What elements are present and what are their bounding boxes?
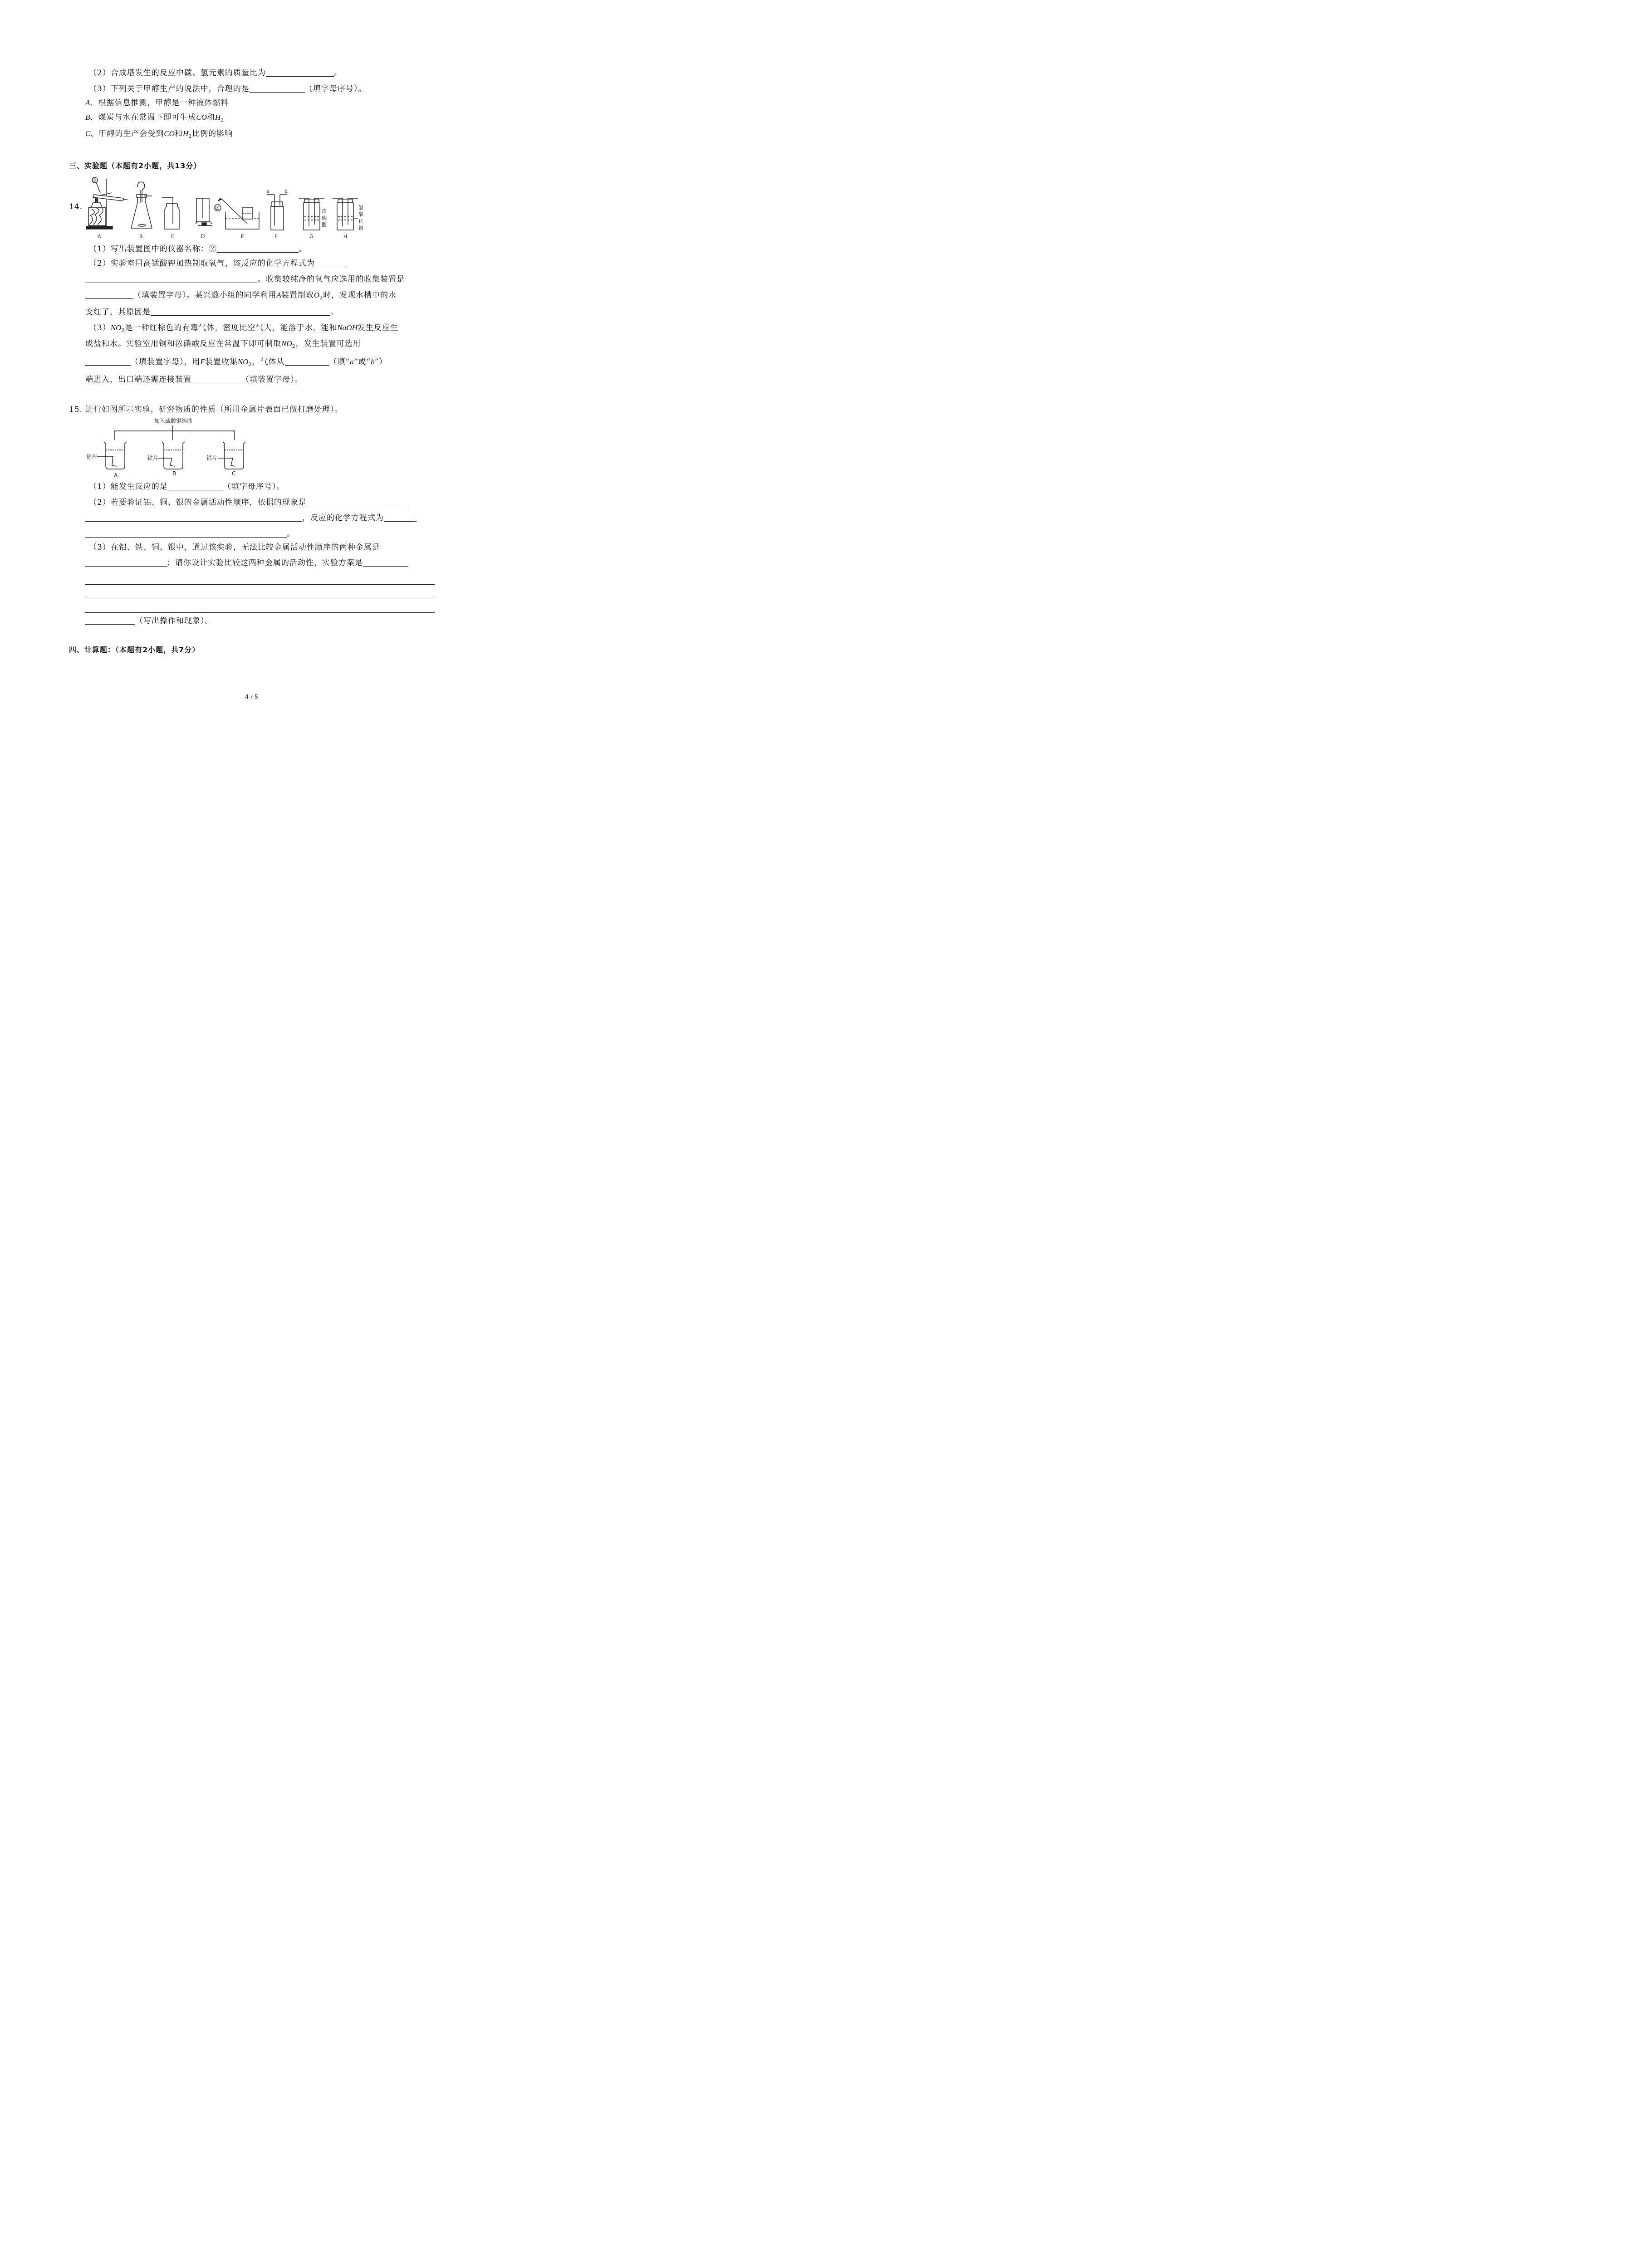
answer-blank[interactable] xyxy=(151,307,330,316)
answer-line[interactable] xyxy=(85,584,435,585)
answer-blank[interactable] xyxy=(307,498,408,506)
q15-beaker-figure xyxy=(84,416,252,480)
q14-part3-line3: （填装置字母），用F装置收集$NO_2$，气体从 （填“a“或“b”） xyxy=(85,357,387,367)
label-b: B xyxy=(139,234,143,240)
q15-part3: （3）在铝、铁、铜、银中，通过该实验，无法比较金属活动性顺序的两种金属是 xyxy=(89,543,380,552)
q15-part2-line3: 。 xyxy=(85,529,295,539)
apparatus-f xyxy=(267,195,287,230)
answer-blank[interactable] xyxy=(85,529,287,538)
g-reagent-2: 硫 xyxy=(322,215,327,221)
section-4-title: 四、计算题：（本题有2小题，共7分） xyxy=(69,645,200,654)
answer-blank[interactable] xyxy=(85,558,167,567)
answer-blank[interactable] xyxy=(168,482,223,490)
metal-a: 铝片 xyxy=(86,453,98,459)
answer-blank[interactable] xyxy=(266,68,334,77)
q15-part1: （1）能发生反应的是 （填字母序号）。 xyxy=(89,482,285,491)
exam-page xyxy=(0,0,503,711)
answer-line[interactable] xyxy=(85,612,435,613)
q14-part3-line4: 端进入，出口端还需连接装置 （填装置字母）。 xyxy=(85,375,303,384)
g-reagent-1: 浓 xyxy=(322,208,327,214)
h-reagent-2: 氧 xyxy=(358,211,363,217)
answer-blank[interactable] xyxy=(85,290,133,299)
q15-part3-last: （写出操作和现象）。 xyxy=(85,616,213,626)
beaker-label-a: A xyxy=(114,472,118,479)
answer-blank[interactable] xyxy=(85,357,131,366)
apparatus-g xyxy=(299,198,324,230)
beaker-label-c: C xyxy=(232,470,236,477)
answer-blank[interactable] xyxy=(363,558,408,567)
label-a: A xyxy=(98,234,101,240)
h-reagent-3: 化 xyxy=(358,218,363,224)
q14-part3: $(3)NO_2$是一种红棕色的有毒气体，密度比空气大，能溶于水，能和NaOH发生反应生 xyxy=(89,323,398,333)
answer-blank[interactable] xyxy=(250,84,305,93)
section-3-title: 三、实验题（本题有2小题，共13分） xyxy=(69,161,201,170)
beaker-b xyxy=(157,442,185,469)
beaker-label-b: B xyxy=(172,470,176,477)
figure-top-label: 加入硫酸铜溶液 xyxy=(154,418,193,424)
q14-part2-line4: 变红了，其原因是 。 xyxy=(85,308,338,317)
apparatus-d xyxy=(196,198,212,225)
q14-part3-line2: 成盐和水。实验室用铜和浓硝酸反应在常温下即可制取$NO_2$，发生装置可选用 xyxy=(85,339,361,349)
q14-part2: （2）实验室用高锰酸钾加热制取氧气，该反应的化学方程式为 xyxy=(89,259,346,269)
g-reagent-3: 酸 xyxy=(322,222,327,228)
apparatus-e xyxy=(218,198,259,229)
h-reagent-4: 钠 xyxy=(358,225,363,231)
port-a: a xyxy=(266,189,269,194)
q14-part2-line3: （填装置字母）。某兴趣小组的同学利用A装置制取$O_2$时，发现水槽中的水 xyxy=(85,290,397,300)
answer-blank[interactable] xyxy=(85,616,135,625)
q14-part1: （1）写出装置图中的仪器名称：② 。 xyxy=(89,244,307,254)
metal-c: 银片 xyxy=(206,455,218,461)
apparatus-c xyxy=(162,197,179,229)
q13-option-a: A、根据信息推测，甲醇是一种液体燃料 xyxy=(85,98,229,108)
port-b: b xyxy=(284,189,288,194)
metal-b: 铁片 xyxy=(147,455,159,461)
q13-part2: （2）合成塔发生的反应中碳、氢元素的质量比为 。 xyxy=(89,68,342,78)
answer-blank[interactable] xyxy=(315,259,346,267)
page-number: 4 / 5 xyxy=(245,694,259,701)
label-c: C xyxy=(171,234,175,240)
answer-blank[interactable] xyxy=(85,513,302,522)
q15-part2-line2: ，反应的化学方程式为 xyxy=(85,513,416,523)
q14-apparatus-figure xyxy=(84,175,367,240)
q13-option-c: C、甲醇的生产会受到CO和$H_2$比例的影响 xyxy=(85,129,233,139)
marker-2: ② xyxy=(215,205,220,211)
marker-1: ① xyxy=(92,178,96,183)
apparatus-a xyxy=(86,177,127,229)
beaker-a xyxy=(97,442,127,469)
label-e: E xyxy=(241,234,244,240)
apparatus-h xyxy=(333,198,358,230)
q14-part2-line2: 。收集较纯净的氧气应选用的收集装置是 xyxy=(85,274,405,284)
label-h: H xyxy=(343,234,348,240)
label-d: D xyxy=(201,234,205,240)
answer-blank[interactable] xyxy=(85,274,258,283)
label-g: G xyxy=(309,234,314,240)
beaker-c xyxy=(218,442,245,469)
q15-part3-line2: ；请你设计实验比较这两种金属的活动性，实验方案是 xyxy=(85,558,408,568)
apparatus-b xyxy=(131,182,152,228)
answer-blank[interactable] xyxy=(384,513,416,522)
h-reagent-1: 氢 xyxy=(358,205,363,210)
answer-blank[interactable] xyxy=(191,375,241,383)
q14-number: 14. xyxy=(69,202,83,211)
label-f: F xyxy=(274,234,278,240)
q15-intro: 15. 进行如图所示实验，研究物质的性质（所用金属片表面已做打磨处理）。 xyxy=(69,405,343,414)
answer-blank[interactable] xyxy=(285,357,329,366)
q15-part2: （2）若要验证铝、铜、银的金属活动性顺序，依据的现象是 xyxy=(89,498,408,508)
answer-blank[interactable] xyxy=(217,244,299,253)
q13-part3: （3）下列关于甲醇生产的说法中，合理的是 （填字母序号）。 xyxy=(89,84,367,93)
q13-option-b: B、煤炭与水在常温下即可生成CO和$H_2$ xyxy=(85,113,225,123)
